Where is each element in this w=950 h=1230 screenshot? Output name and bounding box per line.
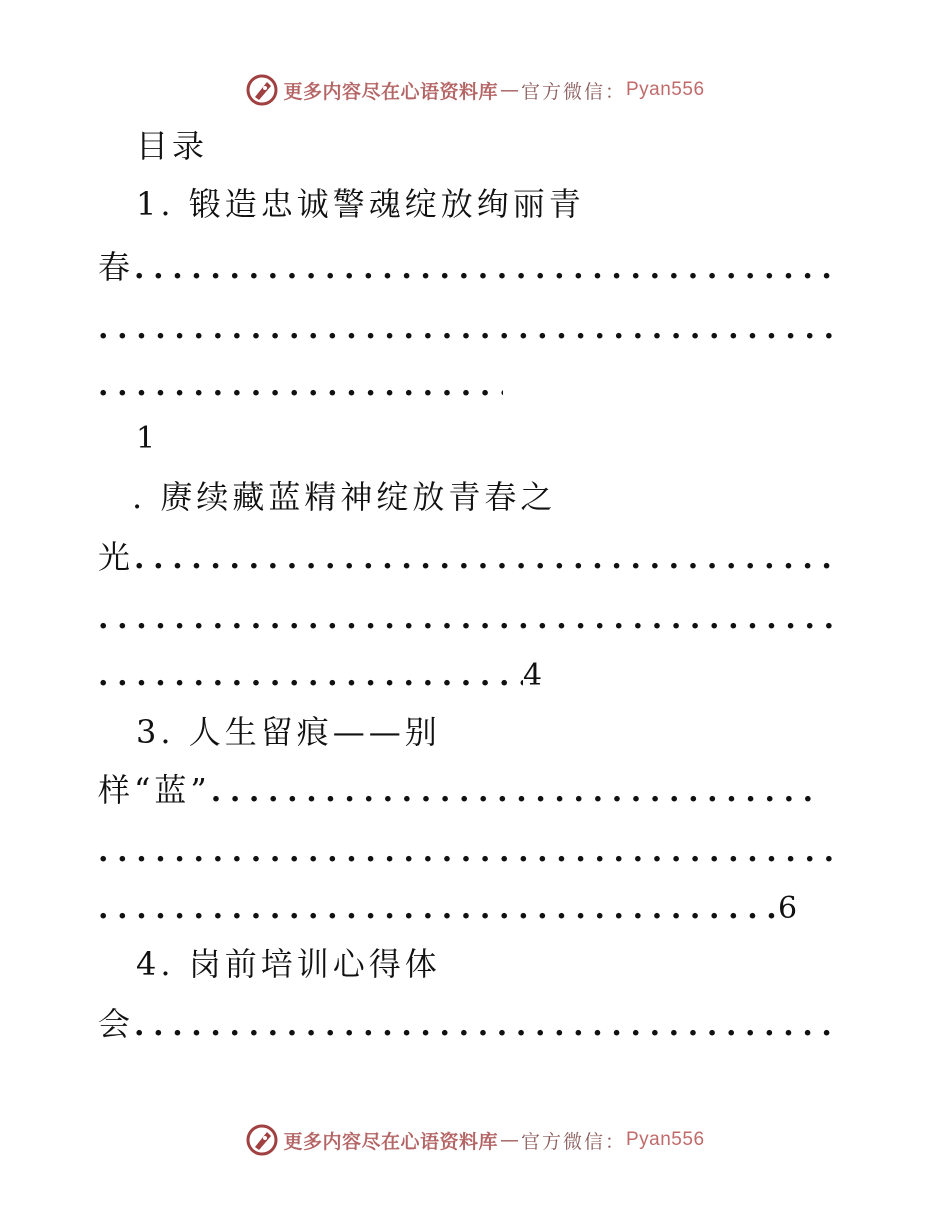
leader-dots (211, 760, 816, 822)
pen-logo-icon (245, 73, 279, 107)
page-number: 6 (778, 891, 798, 926)
watermark-wechat-id: Pyan556 (626, 1129, 705, 1150)
toc-entry-3-tail-line[interactable] (98, 760, 816, 820)
leader-dots (98, 877, 778, 939)
pen-logo-icon (245, 1123, 279, 1157)
toc-entry-4-title[interactable]: 4. 岗前培训心得体 (136, 945, 441, 983)
toc-entry-2-tail-line[interactable] (98, 527, 840, 587)
toc-entry-3-dots-line[interactable] (98, 877, 797, 937)
toc-entry-4-tail-line[interactable] (98, 994, 840, 1054)
leader-dots (134, 237, 840, 299)
toc-entry-3-tail: 样“蓝” (98, 771, 211, 809)
leader-dots (98, 644, 523, 706)
leader-dots (98, 354, 503, 416)
toc-entry-1-tail: 春 (98, 248, 135, 286)
page-number: 1 (136, 421, 156, 456)
toc-entry-4-tail: 会 (98, 1005, 135, 1043)
watermark-title: 更多内容尽在心语资料库 (283, 1130, 498, 1153)
leader-dots (98, 820, 843, 882)
toc-entry-1-tail-line[interactable] (98, 237, 840, 297)
toc-entry-3-dots-line (98, 820, 843, 880)
toc-entry-2-title[interactable]: . 赓续藏蓝精神绽放青春之 (132, 478, 557, 516)
leader-dots (134, 527, 840, 589)
toc-entry-1-dots-line (98, 297, 843, 357)
toc-entry-1-dots-line (98, 354, 503, 414)
watermark-title: 更多内容尽在心语资料库 (283, 80, 498, 103)
watermark-header (0, 70, 950, 110)
watermark-footer (0, 1120, 950, 1160)
page-number: 4 (523, 658, 543, 693)
toc-entry-1-title[interactable]: 1. 锻造忠诚警魂绽放绚丽青 (136, 185, 585, 223)
watermark-dash: — (499, 1129, 519, 1151)
toc-heading: 目录 (136, 127, 209, 165)
leader-dots (98, 297, 843, 359)
leader-dots (98, 587, 843, 649)
toc-entry-1-page[interactable] (136, 407, 155, 467)
toc-entry-2-dots-line (98, 587, 843, 647)
toc-entry-3-title[interactable]: 3. 人生留痕——别 (136, 713, 441, 751)
watermark-wechat-label: 官方微信： (520, 1130, 626, 1153)
toc-entry-2-tail: 光 (98, 538, 135, 576)
leader-dots (134, 994, 840, 1056)
toc-entry-2-dots-line[interactable] (98, 644, 542, 704)
watermark-wechat-label: 官方微信： (520, 80, 626, 103)
watermark-dash: — (499, 79, 519, 101)
watermark-wechat-id: Pyan556 (626, 79, 705, 100)
